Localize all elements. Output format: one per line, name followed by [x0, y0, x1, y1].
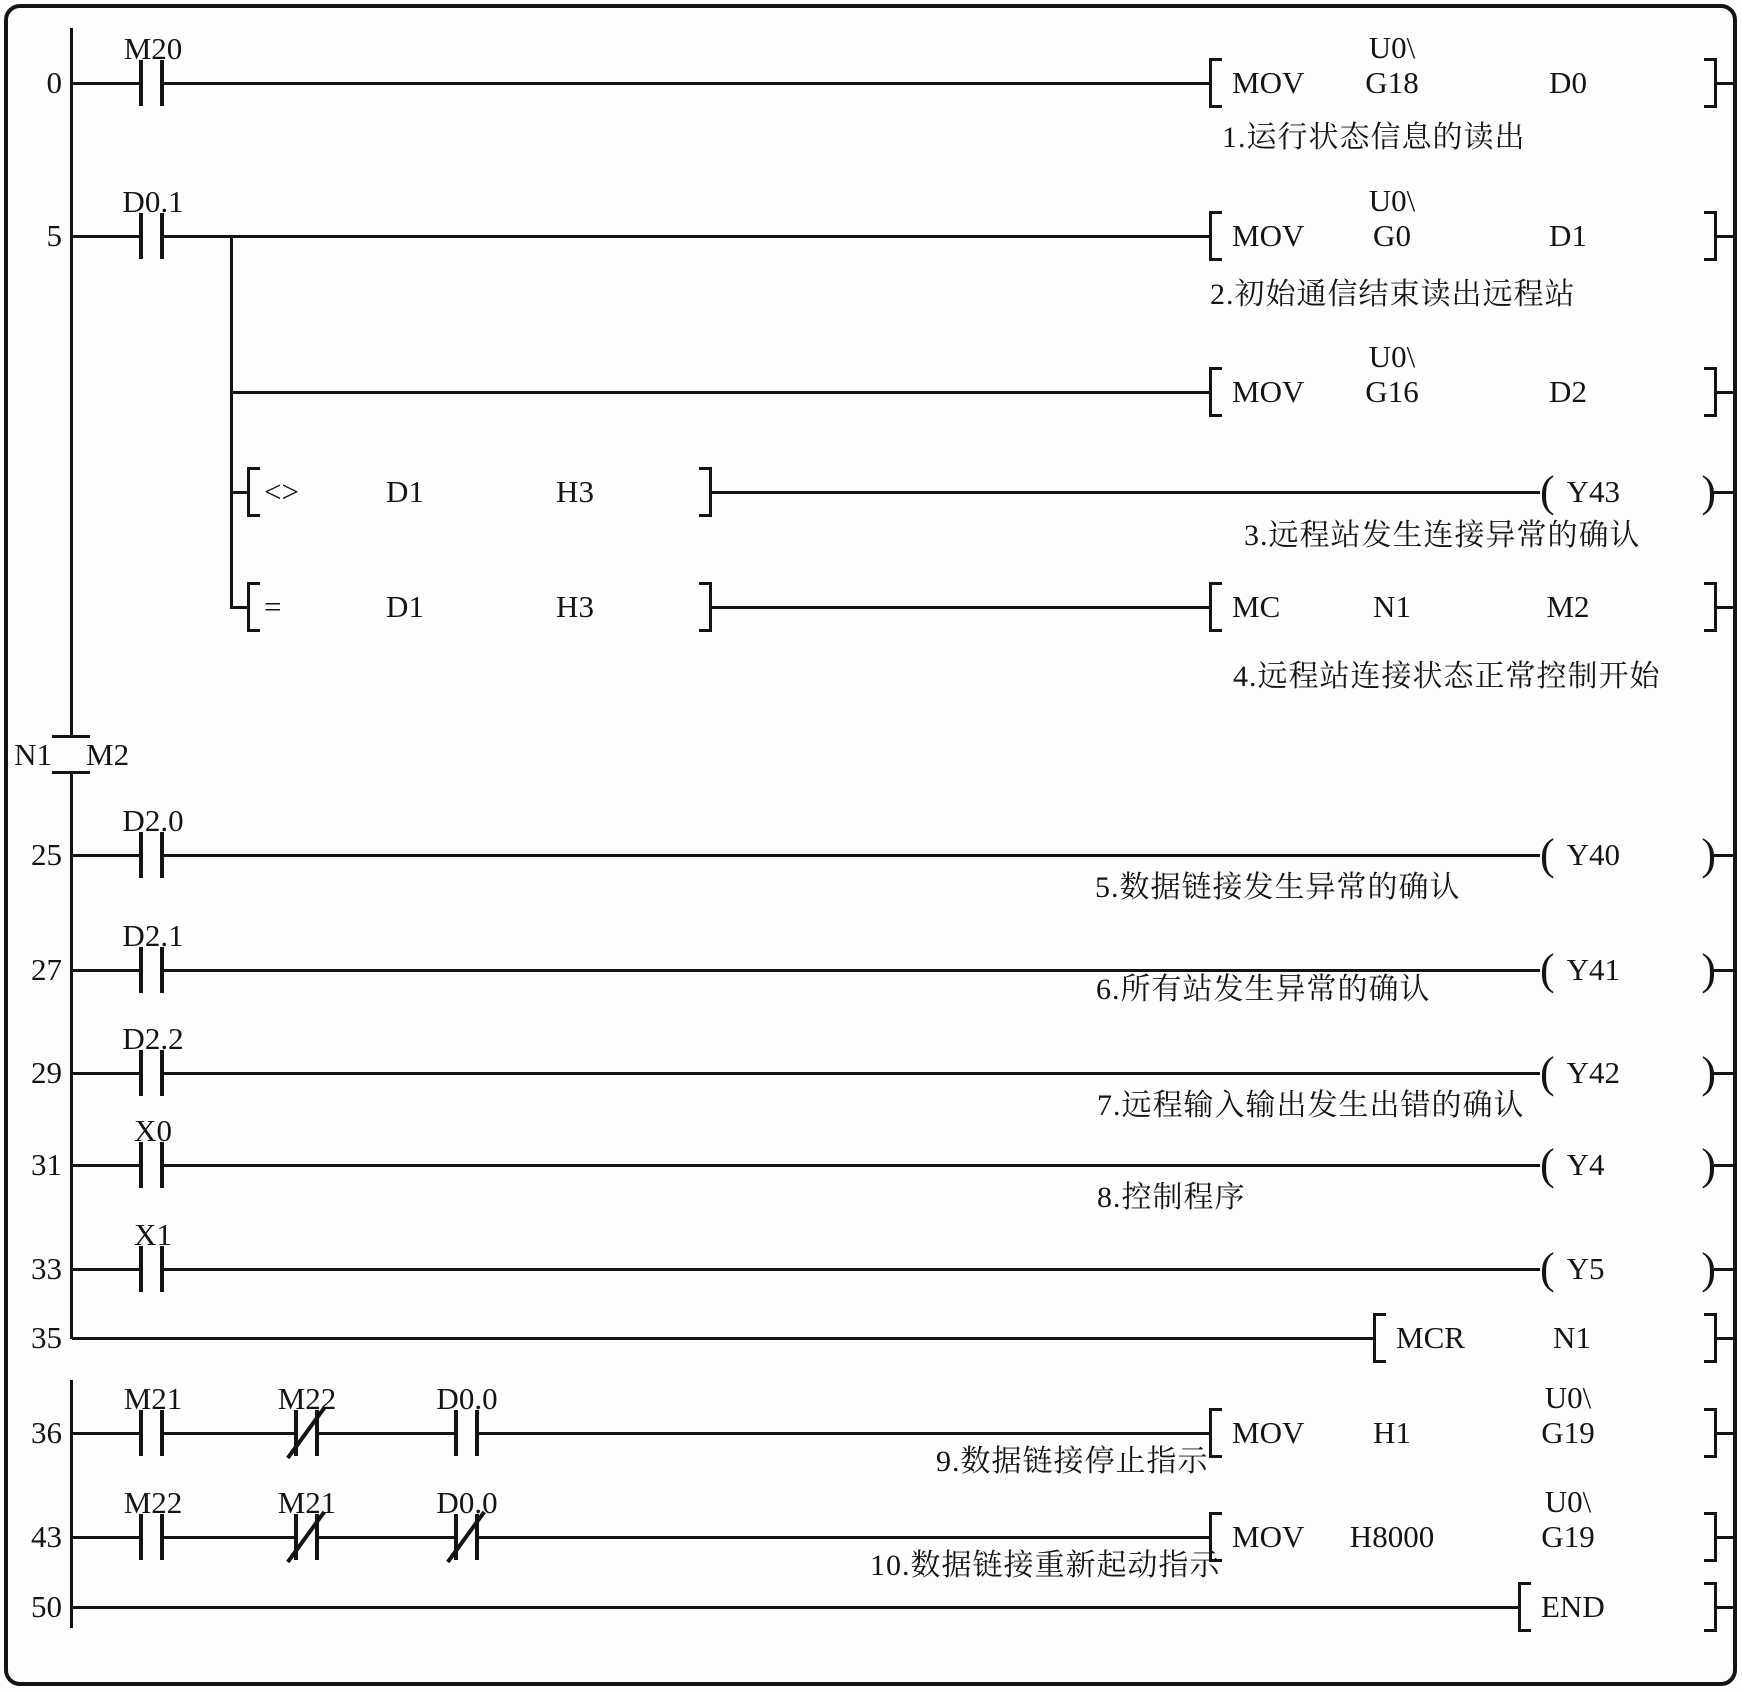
branch-rail — [230, 235, 233, 609]
instruction-bracket-left — [1209, 367, 1222, 417]
instruction-bracket-left — [1209, 211, 1222, 261]
wire — [1717, 235, 1734, 238]
mov-mnemonic: MOV — [1232, 218, 1305, 253]
wire — [477, 1432, 1209, 1435]
mov-arg2: G19 — [1541, 1415, 1595, 1450]
wire — [72, 1072, 140, 1075]
compare-bracket-right — [699, 582, 712, 632]
mc-arg1: N1 — [1373, 589, 1411, 624]
comment-8: 8.控制程序 — [1097, 1181, 1246, 1214]
mov-arg1: G0 — [1373, 218, 1411, 253]
instruction-bracket-right — [1704, 1408, 1717, 1458]
wire — [163, 82, 1209, 85]
mov-arg2: D0 — [1549, 65, 1587, 100]
wire — [1717, 391, 1734, 394]
coil-label: ( Y5 — [1566, 1251, 1605, 1286]
wire — [232, 606, 248, 609]
coil-label: ( Y40 — [1566, 837, 1621, 872]
wire — [317, 1432, 454, 1435]
mov-arg1: G18 — [1365, 65, 1419, 100]
compare-arg1: D1 — [386, 589, 424, 624]
rung-29-number: 29 — [31, 1055, 62, 1090]
compare-operator: = — [264, 589, 282, 624]
coil-label: ( Y4 — [1566, 1147, 1605, 1182]
rung-0-number: 0 — [46, 65, 62, 100]
mov-arg1-prefix: U0\ — [1368, 30, 1416, 65]
mov-arg2-prefix: U0\ — [1544, 1484, 1592, 1519]
compare-bracket-right — [699, 467, 712, 517]
rung-36-number: 36 — [31, 1415, 62, 1450]
instruction-bracket-right — [1704, 1313, 1717, 1363]
mcr-arg1: N1 — [1553, 1320, 1591, 1355]
coil-y42 — [1540, 1047, 1716, 1099]
power-rail-left-lower — [70, 1380, 73, 1628]
wire — [72, 1337, 1373, 1340]
contact-label-m22: M22 — [277, 1381, 337, 1416]
instruction-bracket-right — [1704, 582, 1717, 632]
wire — [1717, 1432, 1734, 1435]
power-rail-left-upper — [70, 28, 73, 737]
coil-y5 — [1540, 1243, 1716, 1295]
end-mnemonic: END — [1541, 1589, 1605, 1624]
instruction-bracket-left — [1209, 1408, 1222, 1458]
contact-label-d2-0: D2.0 — [122, 803, 184, 838]
wire — [72, 1606, 1518, 1609]
compare-arg2: H3 — [556, 589, 594, 624]
wire — [712, 491, 1540, 494]
compare-arg2: H3 — [556, 474, 594, 509]
mov-arg2: D1 — [1549, 218, 1587, 253]
wire — [1714, 1164, 1734, 1167]
wire — [232, 491, 248, 494]
instruction-bracket-left — [1209, 58, 1222, 108]
compare-arg1: D1 — [386, 474, 424, 509]
wire — [1714, 491, 1734, 494]
rung-25-number: 25 — [31, 837, 62, 872]
mov-mnemonic: MOV — [1232, 1415, 1305, 1450]
comment-5: 5.数据链接发生异常的确认 — [1095, 871, 1461, 904]
contact-label-m21: M21 — [277, 1485, 337, 1520]
contact-label-d2-2: D2.2 — [122, 1021, 184, 1056]
mc-nest-label-m2: M2 — [86, 737, 130, 772]
wire — [317, 1536, 454, 1539]
wire — [163, 1536, 294, 1539]
instruction-bracket-left — [1373, 1313, 1386, 1363]
wire — [232, 391, 1209, 394]
wire — [72, 1432, 140, 1435]
wire — [163, 1164, 1540, 1167]
wire — [72, 1268, 140, 1271]
rung-31-number: 31 — [31, 1147, 62, 1182]
instruction-bracket-right — [1704, 211, 1717, 261]
wire — [1714, 969, 1734, 972]
mc-mnemonic: MC — [1232, 589, 1281, 624]
wire — [1714, 1268, 1734, 1271]
wire — [1717, 1536, 1734, 1539]
wire — [72, 82, 140, 85]
contact-label-d0-0: D0.0 — [436, 1485, 498, 1520]
wire — [163, 854, 1540, 857]
comment-3: 3.远程站发生连接异常的确认 — [1244, 519, 1641, 552]
mcr-mnemonic: MCR — [1396, 1320, 1465, 1355]
wire — [1717, 1606, 1734, 1609]
wire — [72, 1164, 140, 1167]
rung-27-number: 27 — [31, 952, 62, 987]
compare-bracket-left — [247, 467, 260, 517]
contact-label-x1: X1 — [134, 1217, 172, 1252]
mov-arg2-prefix: U0\ — [1544, 1380, 1592, 1415]
instruction-bracket-left — [1518, 1582, 1531, 1632]
contact-label-x0: X0 — [134, 1113, 172, 1148]
rung-35-number: 35 — [31, 1320, 62, 1355]
mov-mnemonic: MOV — [1232, 374, 1305, 409]
wire — [1714, 854, 1734, 857]
wire — [163, 1072, 1540, 1075]
rung-5-number: 5 — [46, 218, 62, 253]
comment-6: 6.所有站发生异常的确认 — [1096, 973, 1431, 1006]
contact-label-d0-1: D0.1 — [122, 184, 184, 219]
wire — [712, 606, 1209, 609]
compare-operator: <> — [264, 474, 299, 509]
mov-arg1-prefix: U0\ — [1368, 183, 1416, 218]
coil-label: ( Y42 — [1566, 1055, 1621, 1090]
wire — [477, 1536, 1209, 1539]
comment-9: 9.数据链接停止指示 — [936, 1445, 1209, 1478]
instruction-bracket-right — [1704, 58, 1717, 108]
mc-nest-label-n1: N1 — [14, 737, 52, 772]
mov-mnemonic: MOV — [1232, 1519, 1305, 1554]
comment-4: 4.远程站连接状态正常控制开始 — [1233, 660, 1661, 693]
mc-nest-tick-top — [52, 735, 90, 738]
comment-1: 1.运行状态信息的读出 — [1222, 121, 1526, 154]
wire — [163, 1432, 294, 1435]
wire — [72, 854, 140, 857]
coil-y41 — [1540, 944, 1716, 996]
coil-label: ( Y41 — [1566, 952, 1621, 987]
contact-label-d0-0: D0.0 — [436, 1381, 498, 1416]
wire — [72, 969, 140, 972]
wire — [163, 235, 1209, 238]
mov-arg2: D2 — [1549, 374, 1587, 409]
comment-10: 10.数据链接重新起动指示 — [870, 1549, 1221, 1582]
comment-7: 7.远程输入输出发生出错的确认 — [1097, 1089, 1525, 1122]
wire — [72, 235, 140, 238]
wire — [72, 1536, 140, 1539]
contact-label-m20: M20 — [123, 31, 183, 66]
contact-label-m22: M22 — [123, 1485, 183, 1520]
mov-arg1: G16 — [1365, 374, 1419, 409]
rung-33-number: 33 — [31, 1251, 62, 1286]
wire — [1714, 1072, 1734, 1075]
wire — [163, 1268, 1540, 1271]
mov-mnemonic: MOV — [1232, 65, 1305, 100]
instruction-bracket-right — [1704, 1512, 1717, 1562]
compare-bracket-left — [247, 582, 260, 632]
coil-label: ( Y43 — [1566, 474, 1621, 509]
mov-arg1: H8000 — [1349, 1519, 1435, 1554]
contact-label-d2-1: D2.1 — [122, 918, 184, 953]
rung-43-number: 43 — [31, 1519, 62, 1554]
coil-y43 — [1540, 466, 1716, 518]
mov-arg1: H1 — [1373, 1415, 1411, 1450]
rung-50-number: 50 — [31, 1589, 62, 1624]
contact-label-m21: M21 — [123, 1381, 183, 1416]
coil-y4 — [1540, 1139, 1716, 1191]
wire — [1717, 606, 1734, 609]
instruction-bracket-left — [1209, 582, 1222, 632]
coil-y40 — [1540, 829, 1716, 881]
mc-arg2: M2 — [1546, 589, 1590, 624]
mov-arg1-prefix: U0\ — [1368, 339, 1416, 374]
wire — [1717, 82, 1734, 85]
mov-arg2: G19 — [1541, 1519, 1595, 1554]
instruction-bracket-right — [1704, 367, 1717, 417]
instruction-bracket-right — [1704, 1582, 1717, 1632]
comment-2: 2.初始通信结束读出远程站 — [1210, 278, 1576, 311]
wire — [1717, 1337, 1734, 1340]
